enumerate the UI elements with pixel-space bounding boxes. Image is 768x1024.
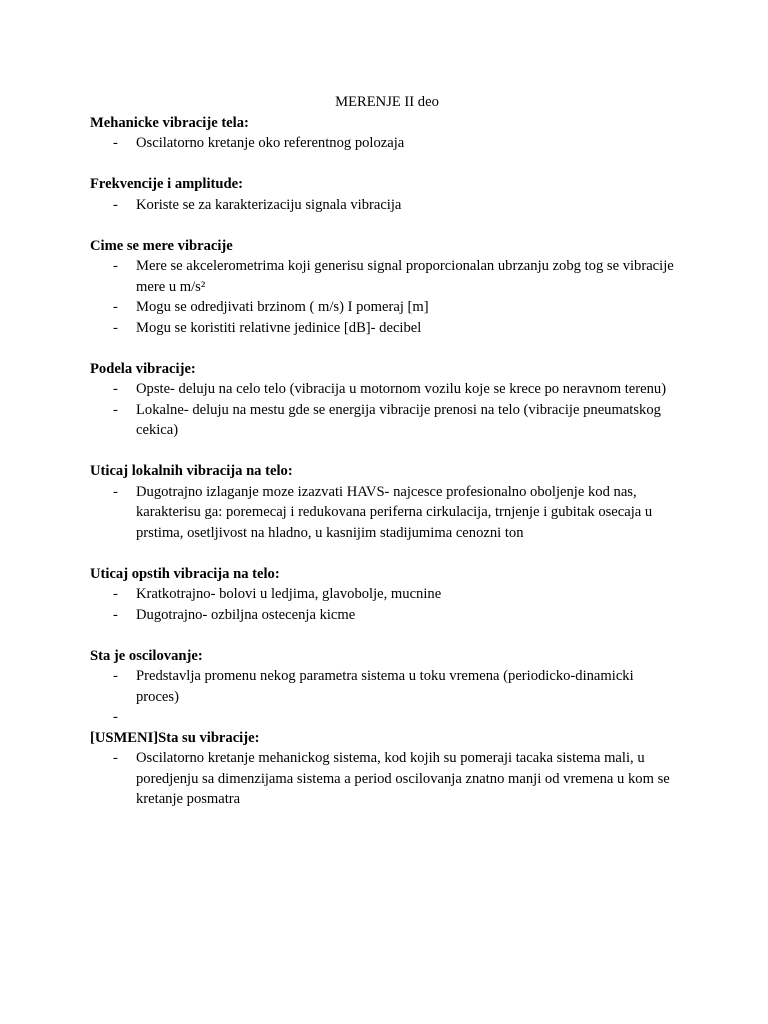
list-item-text: Oscilatorno kretanje mehanickog sistema, kod kojih su pomeraji tacaka sistema mali, u poredjenju sa dimenzijama sistema a period oscilovanja znatno manji od vremena u kom se kretanje posmatra: [136, 750, 670, 807]
section-heading: Podela vibracije:: [90, 360, 196, 377]
dash-bullet: -: [113, 299, 118, 315]
list-item-text: Mere se akcelerometrima koji generisu signal proporcionalan ubrzanju zobg tog se vibracije mere u m/s²: [136, 258, 674, 295]
dash-bullet: -: [113, 381, 118, 397]
dash-bullet: -: [113, 709, 118, 725]
bullet-list: [90, 379, 680, 441]
paragraph-gap: [90, 625, 680, 646]
list-item: [90, 256, 680, 297]
list-item-text: Dugotrajno- ozbiljna ostecenja kicme: [136, 606, 356, 623]
list-item-text: Opste- deluju na celo telo (vibracija u motornom vozilu koje se krece po neravnom terenu): [136, 381, 667, 397]
section-heading: [USMENI]Sta su vibracije:: [90, 729, 260, 746]
section-cime-se-mere: [90, 236, 680, 339]
section-sta-je-oscilovanje: [90, 646, 680, 728]
list-item-text: Koriste se za karakterizaciju signala vibracija: [136, 196, 402, 213]
paragraph-gap: [90, 543, 680, 564]
section-heading: Uticaj opstih vibracija na telo:: [90, 565, 280, 582]
list-item: [90, 666, 680, 707]
document-page: [90, 92, 680, 810]
bullet-list: [90, 482, 680, 544]
dash-bullet: -: [113, 606, 118, 623]
paragraph-gap: [90, 154, 680, 175]
dash-bullet: -: [113, 319, 118, 336]
list-item: [90, 482, 680, 544]
list-item: [90, 605, 680, 626]
dash-bullet: -: [113, 750, 118, 766]
list-item-text: Dugotrajno izlaganje moze izazvati HAVS- najcesce profesionalno oboljenje kod nas, karakterisu ga: poremecaj i redukovana periferna cirkulacija, trnjenje i gubitak osecaja u prstima, osetljivost na hladno, u kasnijim stadijumima cenozni ton: [136, 483, 653, 541]
bullet-list: [90, 195, 680, 216]
paragraph-gap: [90, 338, 680, 359]
bullet-list: [90, 133, 680, 154]
section-heading: Frekvencije i amplitude:: [90, 176, 243, 192]
dash-bullet: -: [113, 258, 118, 274]
list-item: [90, 584, 680, 605]
section-heading: Uticaj lokalnih vibracija na telo:: [90, 463, 293, 479]
dash-bullet: -: [113, 401, 118, 418]
paragraph-gap: [90, 441, 680, 462]
section-mehanicke-vibracije: [90, 113, 680, 154]
list-item: [90, 318, 680, 339]
section-heading: Cime se mere vibracije: [90, 237, 233, 254]
section-uticaj-lokalnih: [90, 461, 680, 543]
section-heading: Sta je oscilovanje:: [90, 647, 203, 664]
dash-bullet: -: [113, 483, 118, 500]
list-item-text: Mogu se odredjivati brzinom ( m/s) I pomeraj [m]: [136, 299, 429, 315]
dash-bullet: -: [113, 668, 118, 684]
dash-bullet: -: [113, 135, 118, 151]
document-title: MERENJE II deo: [335, 94, 439, 110]
list-item: [90, 133, 680, 154]
section-uticaj-opstih: [90, 564, 680, 626]
dash-bullet: -: [113, 586, 118, 602]
list-item: [90, 400, 680, 441]
list-item: [90, 748, 680, 810]
list-item: [90, 195, 680, 216]
list-item-text: Mogu se koristiti relativne jedinice [dB]- decibel: [136, 319, 422, 336]
bullet-list: [90, 584, 680, 625]
list-item: [90, 297, 680, 318]
section-podela-vibracije: [90, 359, 680, 441]
paragraph-gap: [90, 215, 680, 236]
section-frekvencije: [90, 174, 680, 215]
list-item-empty: [90, 707, 680, 728]
bullet-list: [90, 748, 680, 810]
list-item: [90, 379, 680, 400]
bullet-list: [90, 256, 680, 338]
list-item-text: Kratkotrajno- bolovi u ledjima, glavobolje, mucnine: [136, 586, 442, 602]
list-item-text: Oscilatorno kretanje oko referentnog polozaja: [136, 135, 405, 151]
dash-bullet: -: [113, 196, 118, 213]
list-item-text: Lokalne- deluju na mestu gde se energija vibracije prenosi na telo (vibracije pneumatskog cekica): [136, 401, 661, 438]
list-item-text: Predstavlja promenu nekog parametra sistema u toku vremena (periodicko-dinamicki proces): [136, 668, 634, 705]
section-heading: Mehanicke vibracije tela:: [90, 114, 249, 131]
section-sta-su-vibracije: [90, 728, 680, 810]
bullet-list: [90, 666, 680, 728]
